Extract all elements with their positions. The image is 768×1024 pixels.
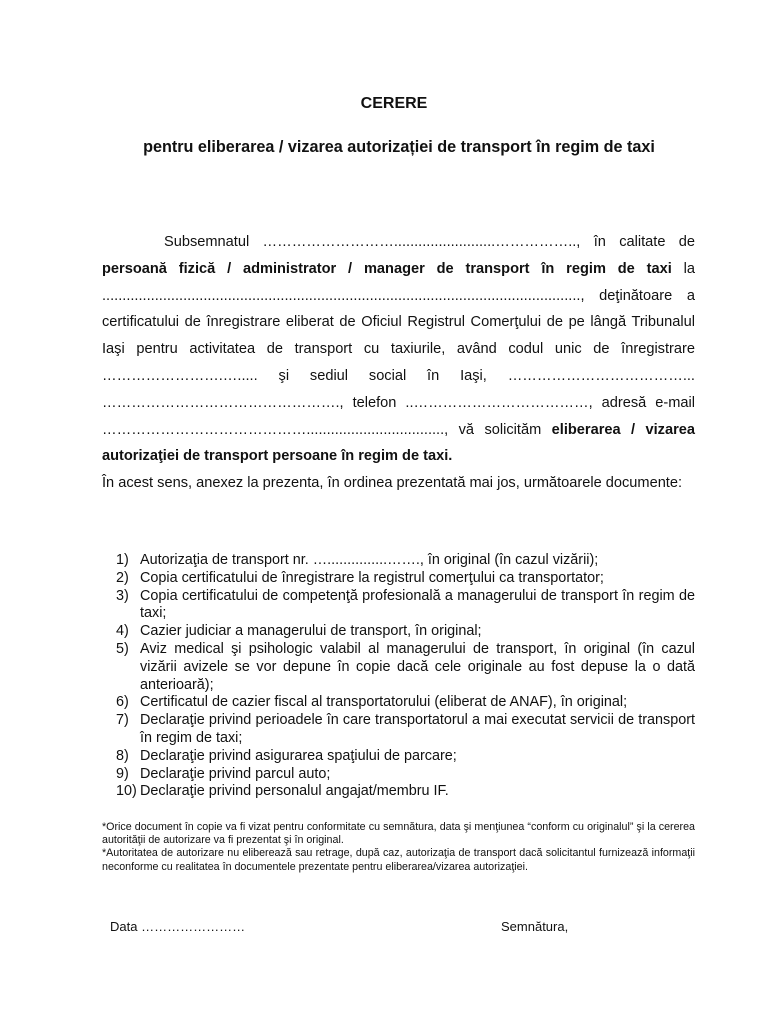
document-title: CERERE	[360, 95, 428, 112]
list-item-text: Declaraţie privind parcul auto;	[140, 765, 331, 782]
list-item-text: Copia certificatului de competenţă profesională a managerului de transport în regim de taxi;	[140, 587, 695, 622]
list-item-text: Autorizaţia de transport nr. …...............……., în original (în cazul vizării);	[140, 552, 599, 568]
list-item-number: 2)	[116, 569, 129, 586]
footnotes	[102, 821, 695, 874]
list-item	[116, 641, 695, 694]
list-item-number: 5)	[116, 640, 129, 657]
list-item	[116, 623, 695, 641]
list-item-text: Aviz medical şi psihologic valabil al managerului de transport, în original (în cazul vizării avizele se vor depune în copie dacă cele originale au fost depuse la o dată anterioară);	[140, 640, 695, 693]
footnote-copy-certification: *Orice document în copie va fi vizat pentru conformitate cu semnătura, data şi menţiunea “conform cu originalul” şi la cererea autorităţii de autorizare va fi prezentat şi în original.	[102, 821, 695, 847]
list-item-number: 1)	[116, 552, 129, 568]
list-item	[116, 766, 695, 784]
list-item-number: 4)	[116, 623, 129, 640]
list-item-text: Declaraţie privind asigurarea spaţiului de parcare;	[140, 747, 457, 764]
request-object-text: eliberarea / vizarea autorizaţiei de transport persoane în regim de taxi.	[102, 421, 695, 465]
list-item	[116, 552, 695, 570]
list-item-text: Declaraţie privind perioadele în care transportatorul a mai executat servicii de transport în regim de taxi;	[140, 712, 695, 746]
list-item	[116, 783, 695, 801]
list-item-number: 9)	[116, 765, 129, 782]
request-body	[102, 229, 695, 497]
list-item	[116, 694, 695, 712]
list-item	[116, 748, 695, 766]
applicant-role-text: persoană fizică / administrator / manager de transport în regim de taxi	[102, 260, 672, 277]
list-item-text: Certificatul de cazier fiscal al transportatorului (eliberat de ANAF), în original;	[140, 694, 628, 711]
list-item-text: Copia certificatului de înregistrare la registrul comerţului ca transportator;	[140, 569, 604, 586]
document-subtitle: pentru eliberarea / vizarea autorizației de transport în regim de taxi	[143, 138, 655, 156]
list-item	[116, 712, 695, 748]
list-item-text: Declaraţie privind personalul angajat/membru IF.	[140, 783, 449, 800]
annex-paragraph: În acest sens, anexez la prezenta, în ordinea prezentată mai jos, următoarele documente:	[102, 475, 683, 492]
list-item-number: 8)	[116, 747, 129, 764]
list-item-number: 7)	[116, 712, 129, 729]
request-paragraph	[102, 229, 695, 470]
list-item	[116, 588, 695, 624]
list-item-number: 6)	[116, 694, 129, 711]
list-item-text: Cazier judiciar a managerului de transport, în original;	[140, 623, 482, 640]
documents-list	[116, 552, 695, 801]
list-item-number: 10)	[116, 783, 137, 800]
applicant-details-text: la ......................................................................................................................, deţinătoare a certificatului de înregistrare eliberat de Oficiul Registrul Comerţului de pe lângă Tribunalul Iaşi pentru activitatea de transport cu taxiurile, având codul unic de înregistrare …………………….…..... şi sediul social în Iaşi, ………………………………... …………………………………………., telefon ..………………………………, adresă e-mail …………………………………….................................., vă solicităm	[102, 260, 695, 438]
date-field: Data ……………………	[110, 919, 246, 934]
list-item	[116, 570, 695, 588]
applicant-intro-text: Subsemnatul ……………………….........................…………….., în calitate de	[164, 234, 695, 250]
signature-field: Semnătura,	[501, 919, 569, 934]
list-item-number: 3)	[116, 587, 129, 604]
footnote-authorization-refusal: *Autoritatea de autorizare nu eliberează sau retrage, după caz, autorizaţia de transport dacă solicitantul furnizează informaţii neconforme cu realitatea în documentele prezentate pentru eliberarea/vizarea autorizaţiei.	[102, 847, 695, 873]
